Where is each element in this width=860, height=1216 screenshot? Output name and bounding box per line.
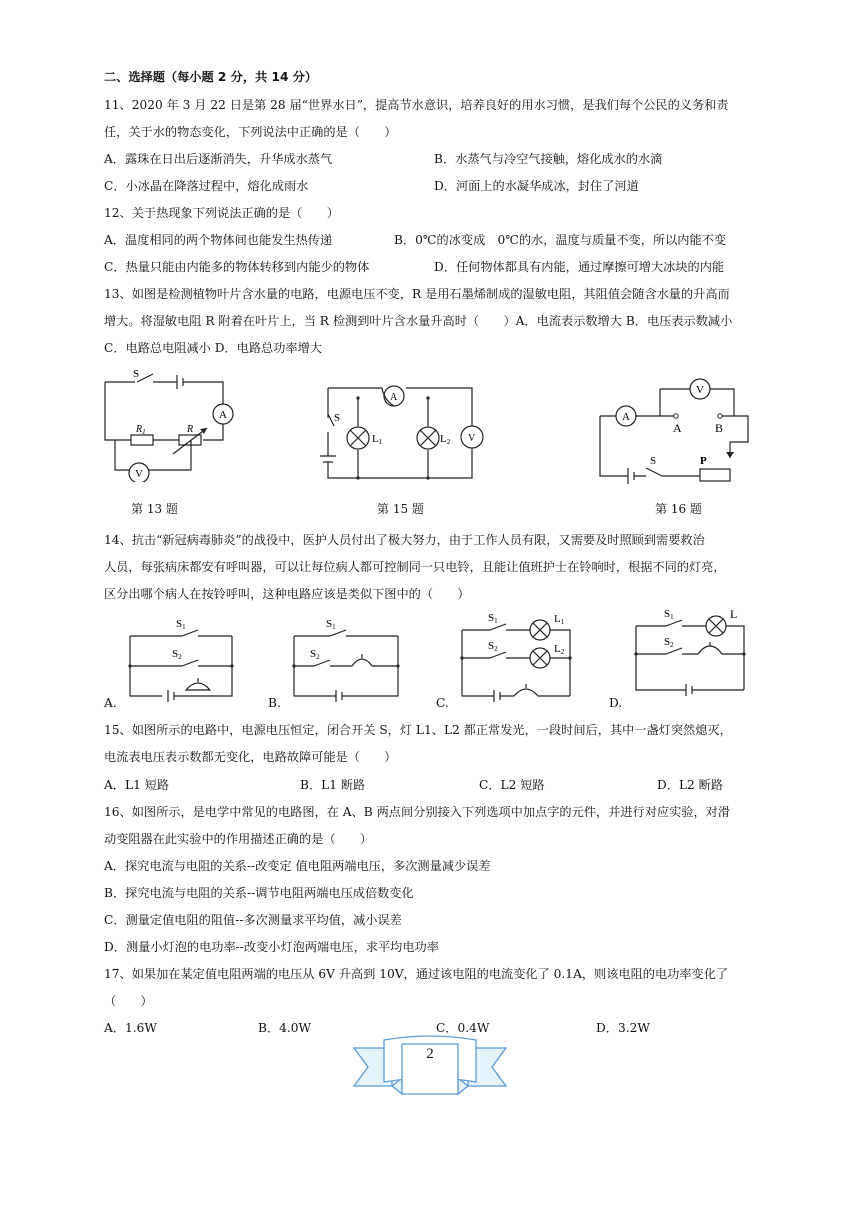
q14a-s1-subscript: 1 (182, 623, 186, 631)
fig13-r1-subscript: 1 (142, 428, 146, 436)
q11-option-d: D．河面上的水凝华成冰，封住了河道 (434, 179, 639, 193)
svg-text:S1 (488, 612, 498, 625)
fig16-slider-label: P (700, 455, 707, 467)
fig13-r1-label: R (136, 424, 143, 435)
q14c-l1-subscript: 1 (560, 618, 565, 626)
fig15-switch-label: S (334, 412, 341, 424)
q17-stem-line2: （ ） (104, 994, 153, 1008)
q17-option-c: C．0.4W (436, 1021, 490, 1035)
q14-circuit-a (122, 610, 242, 710)
q14a-s1-label: S (176, 618, 183, 630)
svg-text:L1 (554, 613, 565, 626)
q14-stem-line3: 区分出哪个病人在按铃呼叫，这种电路应该是类似下图中的（ ） (104, 587, 470, 601)
q13-stem-line3: C．电路总电阻减小 D．电路总功率增大 (104, 341, 322, 355)
q14d-s2-subscript: 2 (670, 641, 674, 649)
q14c-s1-subscript: 1 (494, 617, 498, 625)
q16-stem-line1: 16、如图所示，是电学中常见的电路图，在 A、B 两点间分别接入下列选项中加点字的元件，并进行对应实验，对滑 (104, 805, 731, 819)
q14c-s2-label: S (488, 640, 495, 652)
q17-option-d: D．3.2W (596, 1021, 650, 1035)
q12-option-c: C．热量只能由内能多的物体转移到内能少的物体 (104, 260, 370, 274)
q17-stem-line1: 17、如果加在某定值电阻两端的电压从 6V 升高到 10V，通过该电阻的电流变化了 0.1A，则该电阻的电功率变化了 (104, 967, 729, 981)
q14c-s1-label: S (488, 612, 495, 624)
q14d-s1-subscript: 1 (670, 613, 674, 621)
svg-text:S1 (326, 618, 336, 631)
q14b-s1-label: S (326, 618, 333, 630)
q12-option-b: B．0℃的冰变成 0℃的水，温度与质量不变，所以内能不变 (394, 233, 727, 247)
fig15-l1-label: L (372, 433, 379, 445)
fig13-r-label: R (187, 424, 194, 435)
page-number: 2 (426, 1046, 434, 1062)
fig15-l2-label: L (440, 433, 447, 445)
svg-text:S1 (176, 618, 186, 631)
q14-circuit-d (626, 604, 756, 700)
svg-text:S2 (488, 640, 498, 653)
q12-stem: 12、关于热现象下列说法正确的是（ ） (104, 206, 339, 220)
page-number-banner (350, 1034, 510, 1100)
q14b-s2-subscript: 2 (316, 653, 320, 661)
svg-text:L2 (554, 643, 565, 656)
q14-option-a-label: A. (104, 696, 117, 710)
fig16-ammeter-label: A (622, 411, 630, 423)
q16-stem-line2: 动变阻器在此实验中的作用描述正确的是（ ） (104, 832, 373, 846)
q14c-l2-subscript: 2 (560, 648, 565, 656)
q14c-l2-label: L (554, 643, 561, 655)
fig16-voltmeter-label: V (696, 384, 704, 396)
fig16-switch-label: S (650, 455, 657, 467)
q17-option-b: B．4.0W (258, 1021, 312, 1035)
svg-text:S1 (664, 608, 674, 621)
q16-option-d: D．测量小灯泡的电功率--改变小灯泡两端电压，求平均电功率 (104, 940, 439, 954)
q12-option-d: D．任何物体都具有内能，通过摩擦可增大冰块的内能 (434, 260, 725, 274)
q16-option-b: B．探究电流与电阻的关系--调节电阻两端电压成倍数变化 (104, 886, 414, 900)
q14-stem-line2: 人员，每张病床都安有呼叫器，可以让每位病人都可控制同一只电铃，且能让值班护士在铃响时，根据不同的灯亮， (104, 560, 726, 574)
fig16-point-b-label: B (715, 421, 724, 435)
caption-fig15: 第 15 题 (377, 502, 424, 516)
q14a-s2-subscript: 2 (178, 653, 182, 661)
fig15-l2-subscript: 2 (446, 438, 451, 446)
q11-stem-line2: 任，关于水的物态变化，下列说法中正确的是（ ） (104, 125, 397, 139)
caption-fig13: 第 13 题 (131, 502, 178, 516)
q14d-l-label: L (730, 607, 738, 621)
q16-option-a: A．探究电流与电阻的关系--改变定 值电阻两端电压，多次测量减少误差 (104, 859, 491, 873)
caption-fig16: 第 16 题 (655, 502, 702, 516)
q14c-l1-label: L (554, 613, 561, 625)
q11-stem-line1: 11、2020 年 3 月 22 日是第 28 届“世界水日”，提高节水意识，培养良好的用水习惯，是我们每个公民的义务和责 (104, 98, 729, 112)
q14b-s2-label: S (310, 648, 317, 660)
q13-stem-line2: 增大。将湿敏电阻 R 附着在叶片上，当 R 检测到叶片含水量升高时（ ）A．电流表示数增大 B．电压表示数减小 (104, 314, 733, 328)
q11-option-b: B．水蒸气与冷空气接触，熔化成水的水滴 (434, 152, 663, 166)
fig15-voltmeter-label: V (468, 433, 476, 444)
svg-text:S2 (310, 648, 320, 661)
circuit-figure-13 (95, 362, 245, 482)
fig13-voltmeter-label: V (135, 468, 143, 480)
q14d-s2-label: S (664, 636, 671, 648)
fig15-ammeter-label: A (390, 392, 398, 403)
q13-stem-line1: 13、如图是检测植物叶片含水量的电路，电源电压不变，R 是用石墨烯制成的湿敏电阻，其阻值会随含水量的升高而 (104, 287, 730, 301)
q14-circuit-b (286, 610, 406, 710)
q14-stem-line1: 14、抗击“新冠病毒肺炎”的战役中，医护人员付出了极大努力，由于工作人员有限，又需要及时照顾到需要救治 (104, 533, 705, 547)
section-title: 二、选择题（每小题 2 分，共 14 分） (104, 70, 318, 84)
q14d-s1-label: S (664, 608, 671, 620)
q15-option-d: D．L2 断路 (657, 778, 724, 792)
svg-text:S2 (664, 636, 674, 649)
fig16-point-a-label: A (673, 421, 682, 435)
q14-option-b-label: B. (268, 696, 281, 710)
circuit-figure-16 (590, 372, 760, 488)
q15-option-b: B．L1 断路 (300, 778, 366, 792)
fig15-l1-subscript: 1 (378, 438, 383, 446)
q16-option-c: C．测量定值电阻的阻值--多次测量求平均值，减小误差 (104, 913, 402, 927)
q15-stem-line2: 电流表电压表示数都无变化，电路故障可能是（ ） (104, 750, 397, 764)
q14-option-d-label: D. (609, 696, 623, 710)
fig13-switch-label: S (133, 368, 140, 380)
q15-option-a: A．L1 短路 (104, 778, 170, 792)
q15-option-c: C．L2 短路 (479, 778, 545, 792)
q14a-s2-label: S (172, 648, 179, 660)
q17-option-a: A．1.6W (104, 1021, 157, 1035)
q12-option-a: A．温度相同的两个物体间也能发生热传递 (104, 233, 333, 247)
q11-option-c: C．小冰晶在降落过程中，熔化成雨水 (104, 179, 309, 193)
q15-stem-line1: 15、如图所示的电路中，电源电压恒定，闭合开关 S，灯 L1、L2 都正常发光，一段时间后，其中一盏灯突然熄灭， (104, 723, 732, 737)
q11-option-a: A．露珠在日出后逐渐消失，升华成水蒸气 (104, 152, 333, 166)
q14-circuit-c (454, 608, 584, 708)
fig13-ammeter-label: A (219, 409, 227, 421)
svg-text:L1 (372, 433, 383, 446)
circuit-figure-15 (312, 378, 492, 490)
q14b-s1-subscript: 1 (332, 623, 336, 631)
svg-text:L2 (440, 433, 451, 446)
q14c-s2-subscript: 2 (494, 645, 498, 653)
svg-text:R1 (135, 424, 146, 436)
q14-option-c-label: C. (436, 696, 449, 710)
svg-text:S2 (172, 648, 182, 661)
